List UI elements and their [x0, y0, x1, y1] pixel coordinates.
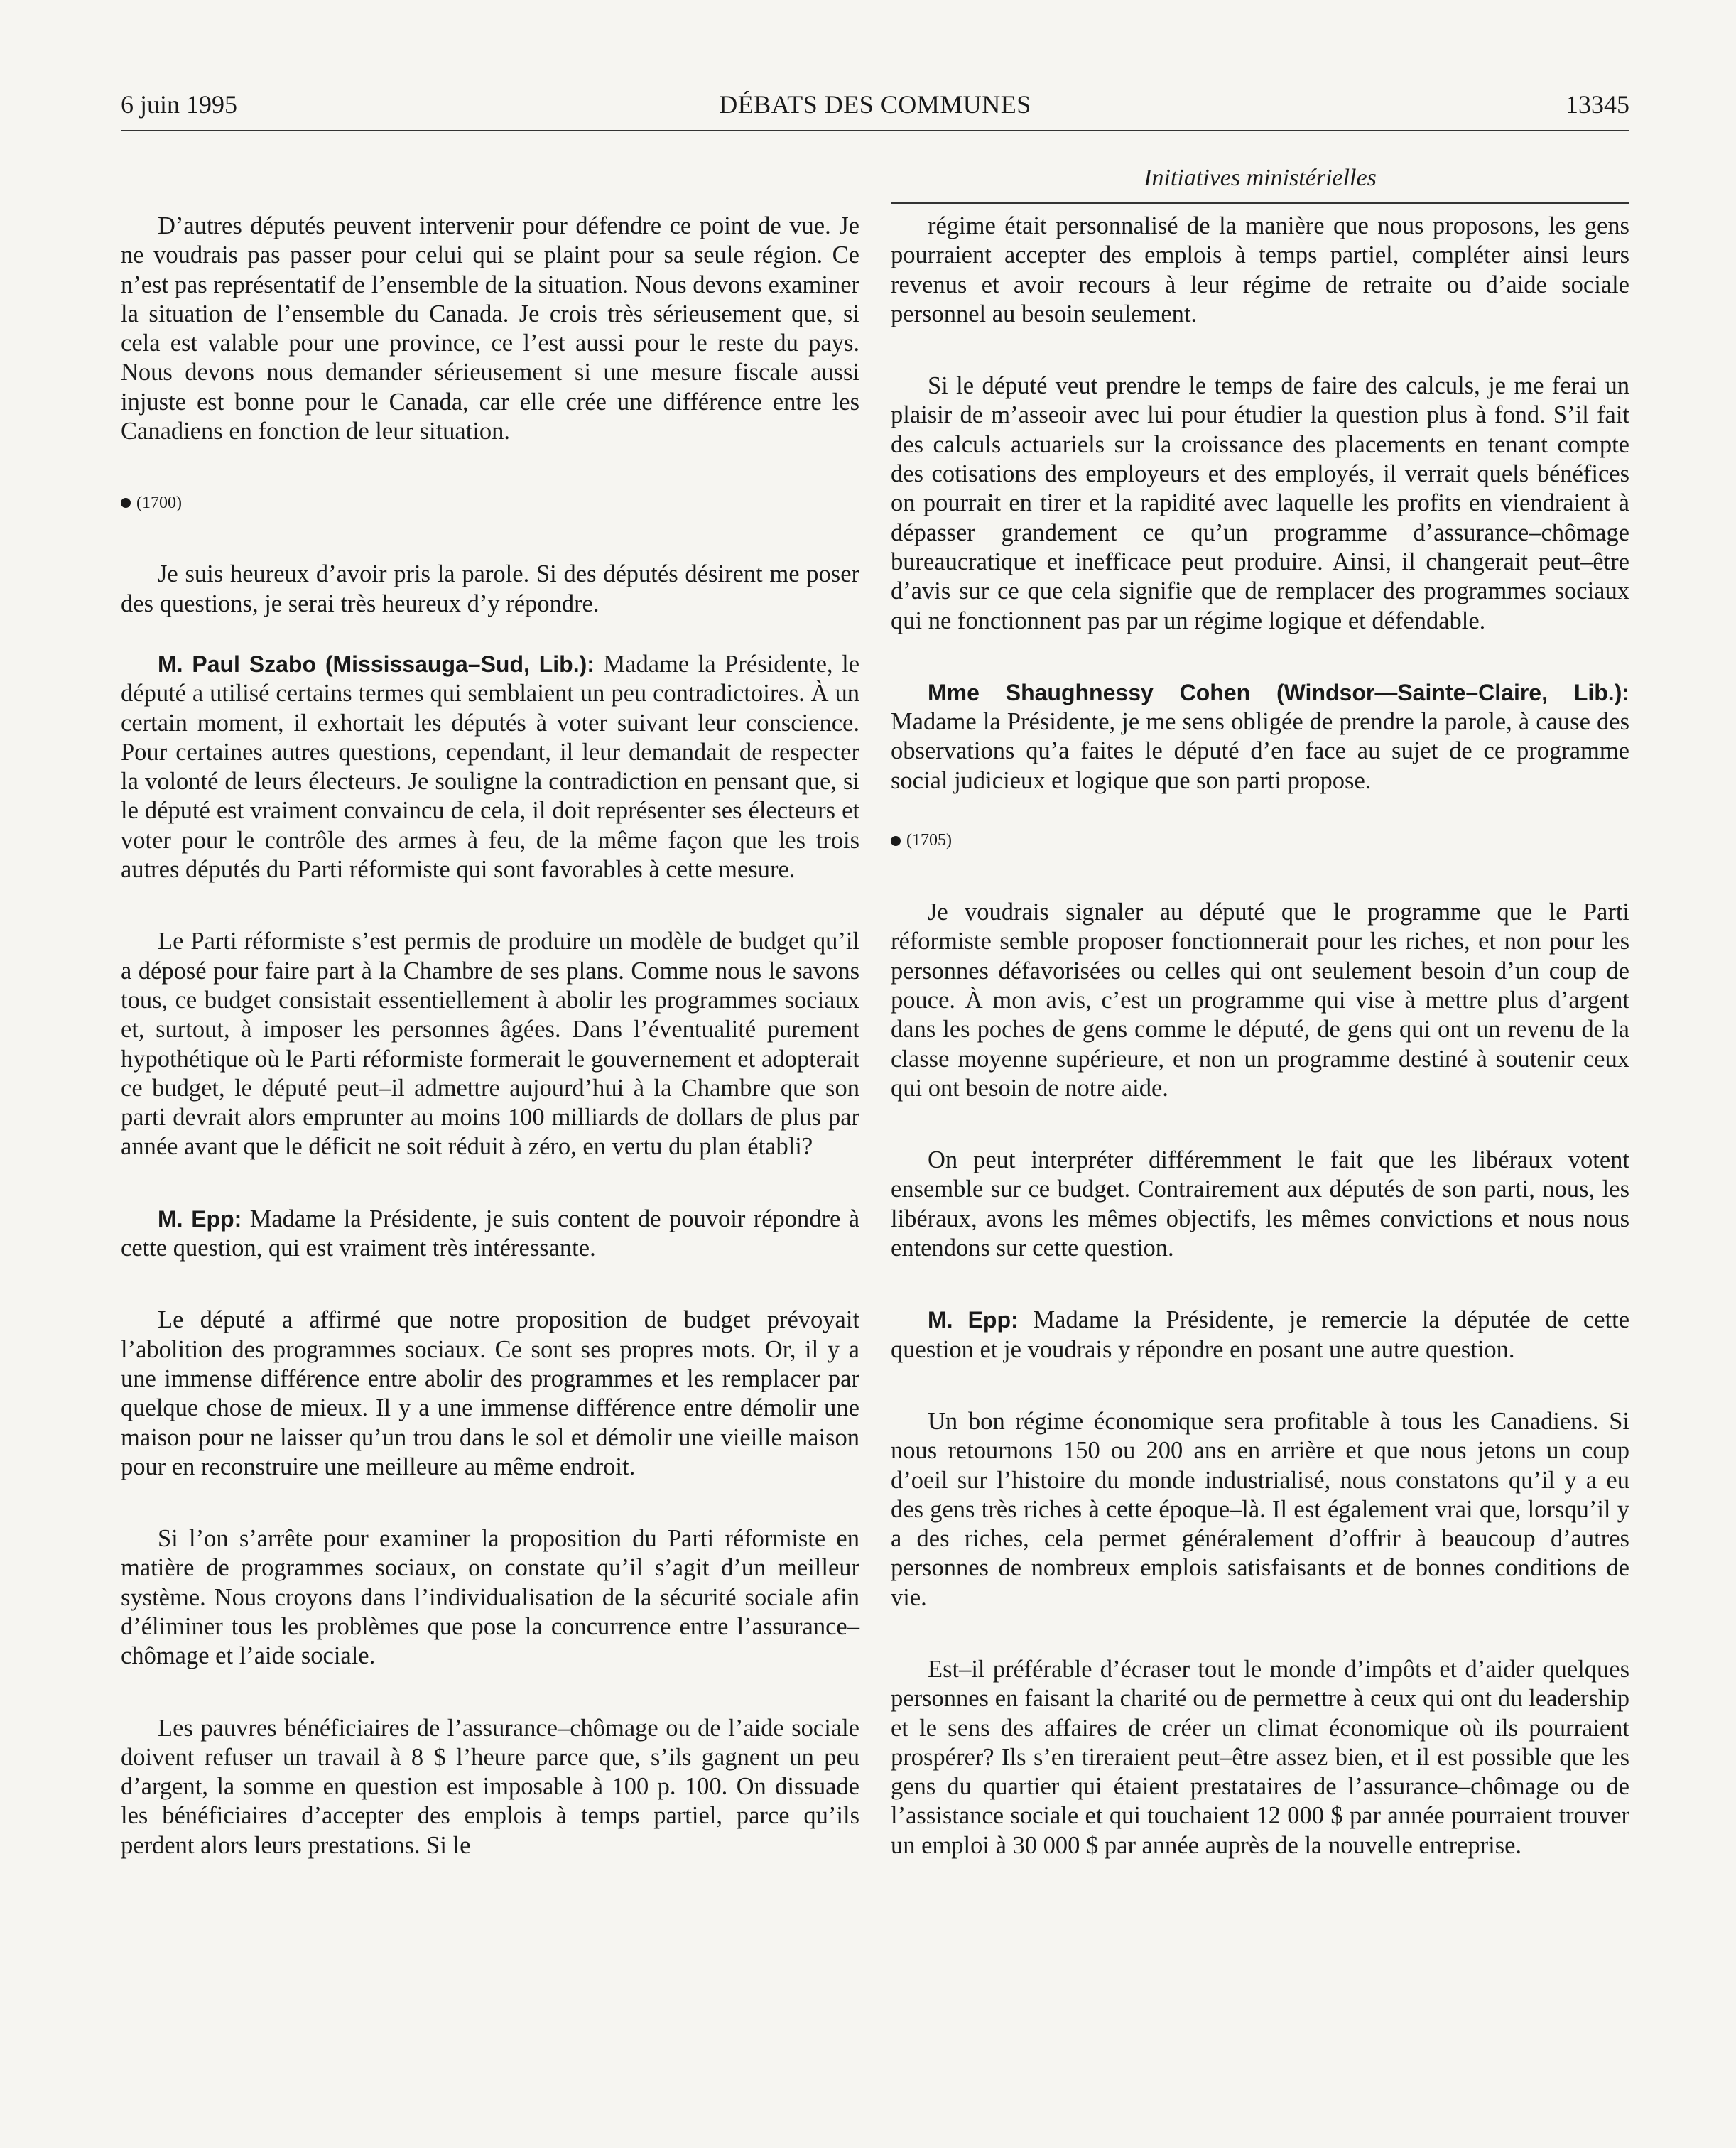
paragraph: Le député a affirmé que notre proposition de budget prévoyait l’abolition des programmes sociaux. Ce sont ses propres mots. Or, il y a une immense différence entre abolir des programmes et les remplacer par quelque chose de mieux. Il y a une immense différence entre démolir une maison pour ne laisser qu’un trou dans le sol et démolir une vieille maison pour en reconstruire une meilleure au même endroit. — [121, 1306, 859, 1480]
paragraph: D’autres députés peuvent intervenir pour défendre ce point de vue. Je ne voudrais pas passer pour celui qui se plaint pour sa seule région. Ce n’est pas représentatif de l’ensemble de la situation. Nous devons examiner la situation de l’ensemble du Canada. Je crois très sérieusement que, si cela est valable pour une province, ce l’est aussi pour le reste du pays. Nous devons nous demander sérieusement si une mesure fiscale aussi injuste est bonne pour le Canada, car elle crée une différence entre les Canadiens en fonction de leur situation. — [121, 212, 859, 445]
speaker-name: M. Paul Szabo (Mississauga–Sud, Lib.): — [158, 651, 595, 677]
speech-text: Madame la Présidente, le député a utilisé certains termes qui semblaient un peu contradictoires. À un certain moment, il exhortait les députés à voter suivant leur conscience. Pour certaines autres questions, cependant, il leur demandait de respecter la volonté de leurs électeurs. Je souligne la contradiction en pensant que, si le député est vraiment convaincu de cela, il doit représenter ses électeurs et voter pour le contrôle des armes à feu, de la même façon que les trois autres députés du Parti réformiste qui sont favorables à cette mesure. — [121, 650, 860, 884]
section-title: Initiatives ministérielles — [1144, 165, 1377, 191]
page-header — [121, 84, 1629, 134]
right-column — [891, 212, 1629, 1903]
speech — [121, 1205, 859, 1264]
time-marker-label: (1705) — [906, 831, 952, 850]
speaker-name: Mme Shaughnessy Cohen (Windsor—Sainte–Claire, Lib.): — [928, 679, 1629, 705]
paragraph: Est–il préférable d’écraser tout le monde d’impôts et d’aider quelques personnes en faisant la charité ou de permettre à ceux qui ont du leadership et le sens des affaires de créer un climat économique où ils pourraient prospérer? Ils s’en tireraient peut–être assez bien, et il est possible que les gens du quartier qui étaient prestataires de l’assurance–chômage ou de l’assistance sociale et qui touchaient 12 000 $ par année pourraient trouver un emploi à 30 000 $ par année auprès de la nouvelle entreprise. — [891, 1655, 1629, 1859]
paragraph: Les pauvres bénéficiaires de l’assurance–chômage ou de l’aide sociale doivent refuser un travail à 8 $ l’heure parce que, s’ils gagnent un peu d’argent, la somme en question est imposable à 100 p. 100. On dissuade les bénéficiaires d’accepter des emplois à temps partiel, parce qu’ils perdent alors leurs prestations. Si le — [121, 1714, 859, 1859]
speaker-name: M. Epp: — [158, 1205, 242, 1232]
speaker-name: M. Epp: — [928, 1307, 1019, 1333]
header-publication: DÉBATS DES COMMUNES — [719, 90, 1031, 119]
paragraph: Un bon régime économique sera profitable à tous les Canadiens. Si nous retournons 150 ou 200 ans en arrière et que nous jetons un coup d’oeil sur l’histoire du monde industrialisé, nous constatons qu’il y a eu des gens très riches à cette époque–là. Il est également vrai que, lorsqu’il y a des riches, cela permet généralement d’offrir à beaucoup d’autres personnes de nombreux emplois satisfaisants et de bonnes conditions de vie. — [891, 1407, 1629, 1611]
paragraph: Le Parti réformiste s’est permis de produire un modèle de budget qu’il a déposé pour faire part à la Chambre de ses plans. Comme nous le savons tous, ce budget consistait essentiellement à abolir les programmes sociaux et, surtout, à imposer les personnes âgées. Dans l’éventualité purement hypothétique où le Parti réformiste formerait le gouvernement et adopterait ce budget, le député peut–il admettre aujourd’hui à la Chambre que son parti devrait alors emprunter au moins 100 milliards de dollars de plus par année avant que le déficit ne soit réduit à zéro, en vertu du plan établi? — [121, 928, 859, 1161]
bullet-icon — [891, 836, 901, 846]
header-date: 6 juin 1995 — [121, 90, 238, 119]
paragraph: Je voudrais signaler au député que le programme que le Parti réformiste semble proposer fonctionnerait pour les riches, et non pour les personnes défavorisées ou celles qui ont seulement besoin d’un coup de pouce. À mon avis, c’est un programme qui vise à mettre plus d’argent dans les poches de gens comme le député, de gens qui ont un revenu de la classe moyenne supérieure, et non un programme destiné à soutenir ceux qui ont besoin de notre aide. — [891, 899, 1629, 1102]
speech — [891, 678, 1629, 796]
time-marker-label: (1700) — [136, 493, 182, 512]
left-column — [121, 212, 859, 1903]
bullet-icon — [121, 498, 131, 508]
time-marker — [121, 489, 859, 517]
section-divider — [891, 202, 1629, 204]
time-marker — [891, 827, 1629, 855]
paragraph: Je suis heureux d’avoir pris la parole. Si des députés désirent me poser des questions, je serai très heureux d’y répondre. — [121, 560, 859, 617]
paragraph: Si l’on s’arrête pour examiner la proposition du Parti réformiste en matière de programmes sociaux, on constate qu’il s’agit d’un meilleur système. Nous croyons dans l’individualisation de la sécurité sociale afin d’éliminer tous les problèmes que pose la concurrence entre l’assurance–chômage et l’aide sociale. — [121, 1525, 859, 1670]
paragraph: régime était personnalisé de la manière que nous proposons, les gens pourraient accepter des emplois à temps partiel, compléter ainsi leurs revenus et avoir recours à leur régime de retraite ou d’aide sociale personnel au besoin seulement. — [891, 212, 1629, 327]
speech — [121, 650, 859, 884]
paragraph: Si le député veut prendre le temps de faire des calculs, je me ferai un plaisir de m’asseoir avec lui pour étudier la question plus à fond. S’il fait des calculs actuariels sur la croissance des placements en tenant compte des cotisations des employeurs et des employés, il verrait quels bénéfices on pourrait en tirer et la rapidité avec laquelle les profits en viendraient à dépasser grandement ce qu’un programme d’assurance–chômage bureaucratique et inefficace peut produire. Ainsi, il changerait peut–être d’avis sur ce que cela signifie que de remplacer des programmes sociaux qui ne fonctionnent pas par un régime logique et défendable. — [891, 372, 1629, 634]
speech — [891, 1306, 1629, 1365]
speech-text: Madame la Présidente, je remercie la députée de cette question et je voudrais y répondre en posant une autre question. — [891, 1306, 1630, 1363]
header-page-number: 13345 — [1566, 90, 1629, 119]
speech-text: Madame la Présidente, je me sens obligée de prendre la parole, à cause des observations qu’a faites le député d’en face au sujet de ce programme social judicieux et logique que son parti propose. — [891, 708, 1629, 794]
header-divider — [121, 130, 1629, 131]
paragraph: On peut interpréter différemment le fait que les libéraux votent ensemble sur ce budget. Contrairement aux députés de son parti, nous, les libéraux, avons les mêmes objectifs, les mêmes convictions et nous nous entendons sur cette question. — [891, 1146, 1629, 1262]
speech-text: Madame la Présidente, je suis content de pouvoir répondre à cette question, qui est vraiment très intéressante. — [121, 1205, 860, 1262]
